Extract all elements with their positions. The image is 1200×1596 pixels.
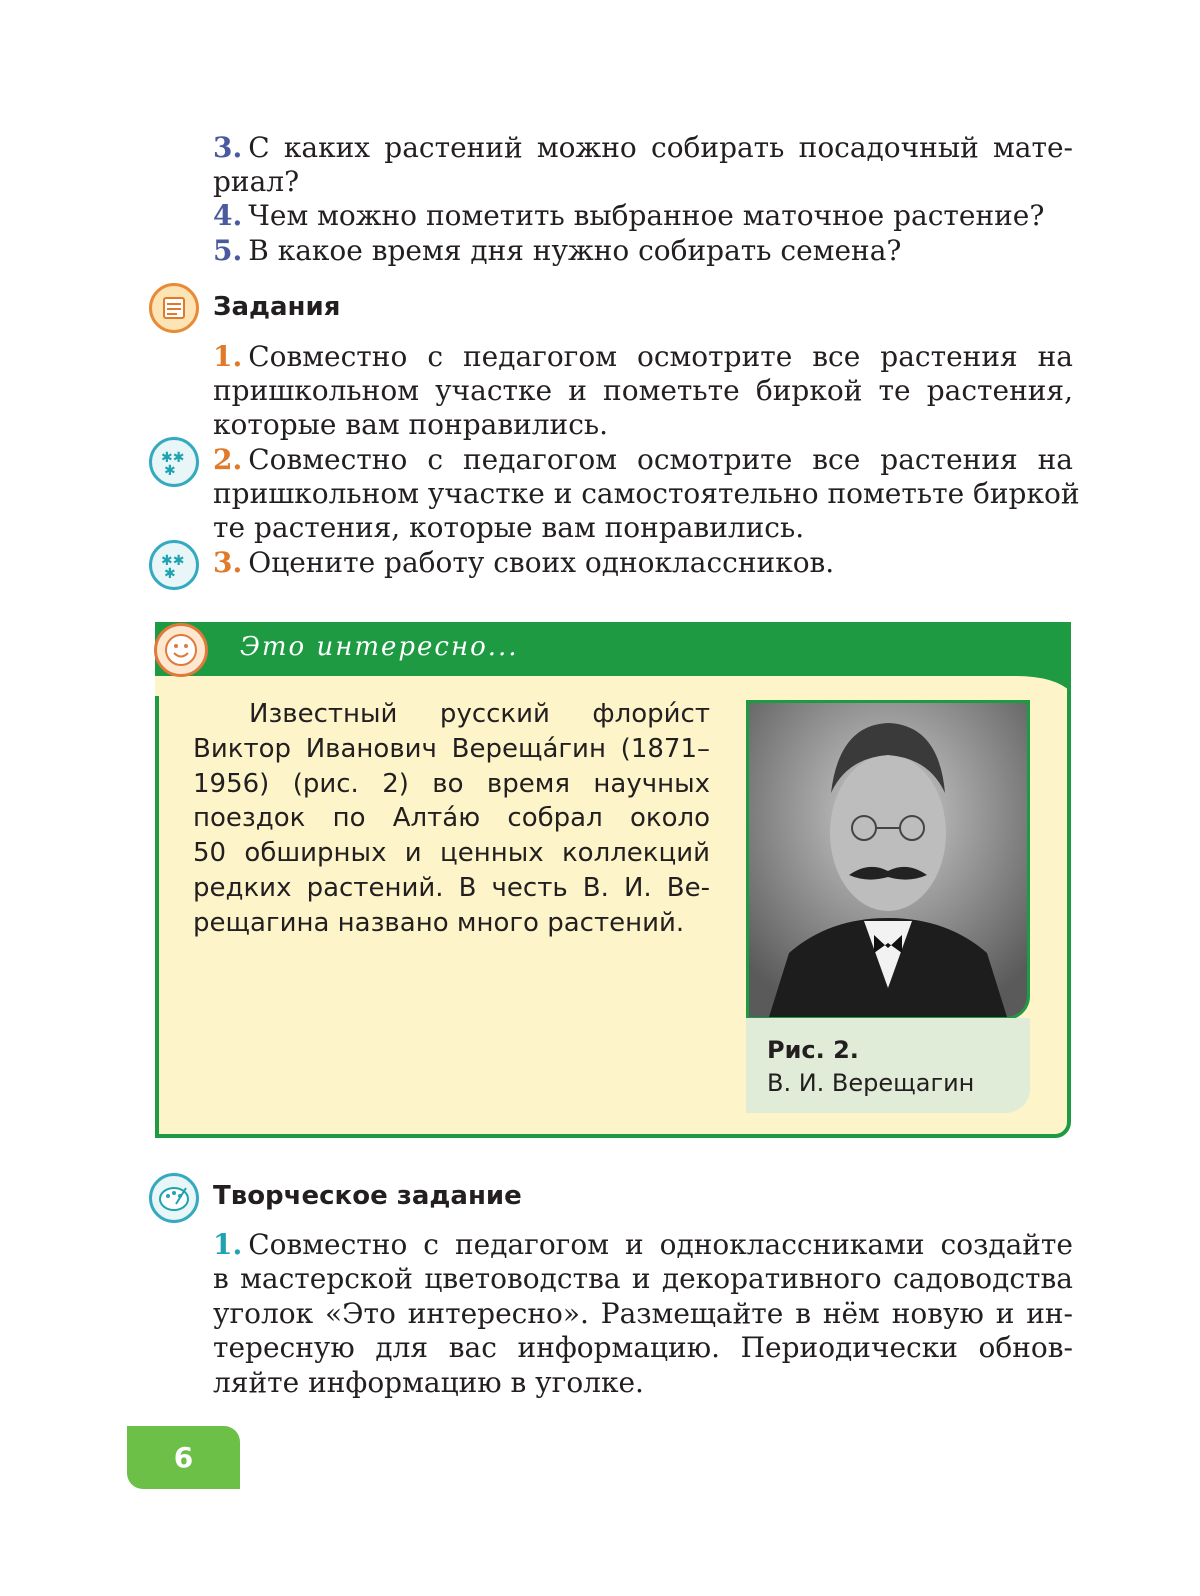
scroll-icon — [149, 283, 199, 333]
page-number: 6 — [173, 1441, 194, 1474]
task-1-line-3: которые вам понравились. — [213, 408, 609, 441]
question-number: 3. — [213, 131, 243, 164]
task-number: 3. — [213, 546, 243, 579]
question-number: 5. — [213, 234, 243, 267]
interesting-line: Известный русский флори́ст — [249, 699, 710, 729]
task-2-line-3: те растения, которые вам понравились. — [213, 511, 805, 544]
task-2-line-1: 2. Совместно с педагогом осмотрите все растения на — [213, 443, 1073, 476]
task-number: 2. — [213, 443, 243, 476]
snowflake-icon — [149, 540, 199, 590]
palette-icon — [149, 1173, 199, 1223]
creative-line-3: уголок «Это интересно». Размещайте в нём новую и ин- — [213, 1297, 1073, 1330]
interesting-title: Это интересно... — [240, 632, 519, 662]
creative-heading: Творческое задание — [213, 1181, 522, 1211]
interesting-line: 1956) (рис. 2) во время научных — [193, 769, 710, 799]
question-5: 5. В какое время дня нужно собирать семена? — [213, 234, 902, 267]
task-2-line-2: пришкольном участке и самостоятельно пометьте биркой — [213, 477, 1080, 510]
task-1-line-2: пришкольном участке и пометьте биркой те растения, — [213, 374, 1073, 407]
question-number: 4. — [213, 199, 243, 232]
svg-text:✱✱: ✱✱ — [161, 553, 185, 569]
header-curve — [155, 674, 1071, 696]
tasks-heading: Задания — [213, 292, 341, 322]
creative-line-2: в мастерской цветоводства и декоративного садоводства — [213, 1262, 1073, 1295]
figure-caption-title: Рис. 2. — [767, 1036, 859, 1064]
question-3-line-1: 3. С каких растений можно собирать посадочный мате- — [213, 131, 1073, 164]
creative-line-5: ляйте информацию в уголке. — [213, 1366, 644, 1399]
smile-icon — [154, 623, 208, 677]
portrait-photo — [746, 700, 1030, 1020]
creative-number: 1. — [213, 1228, 243, 1261]
question-3-line-2: риал? — [213, 165, 300, 198]
interesting-line: 50 обширных и ценных коллекций — [193, 838, 710, 868]
caption-area — [746, 1018, 1030, 1113]
interesting-line: рещагина названо много растений. — [193, 908, 685, 938]
creative-line-4: тересную для вас информацию. Периодически обнов- — [213, 1331, 1073, 1364]
task-number: 1. — [213, 340, 243, 373]
creative-line-1: 1. Совместно с педагогом и одноклассниками создайте — [213, 1228, 1073, 1261]
svg-text:✱: ✱ — [164, 566, 176, 582]
svg-text:✱: ✱ — [164, 463, 176, 479]
question-4: 4. Чем можно пометить выбранное маточное растение? — [213, 199, 1045, 232]
task-3: 3. Оцените работу своих одноклассников. — [213, 546, 835, 579]
snowflake-icon — [149, 437, 199, 487]
svg-text:✱✱: ✱✱ — [161, 450, 185, 466]
task-1-line-1: 1. Совместно с педагогом осмотрите все растения на — [213, 340, 1073, 373]
interesting-line: редких растений. В честь В. И. Ве- — [193, 873, 710, 903]
figure-caption-text: В. И. Верещагин — [767, 1069, 975, 1097]
interesting-line: поездок по Алтáю собрал около — [193, 803, 710, 833]
interesting-line: Виктор Иванович Верещáгин (1871– — [193, 734, 710, 764]
